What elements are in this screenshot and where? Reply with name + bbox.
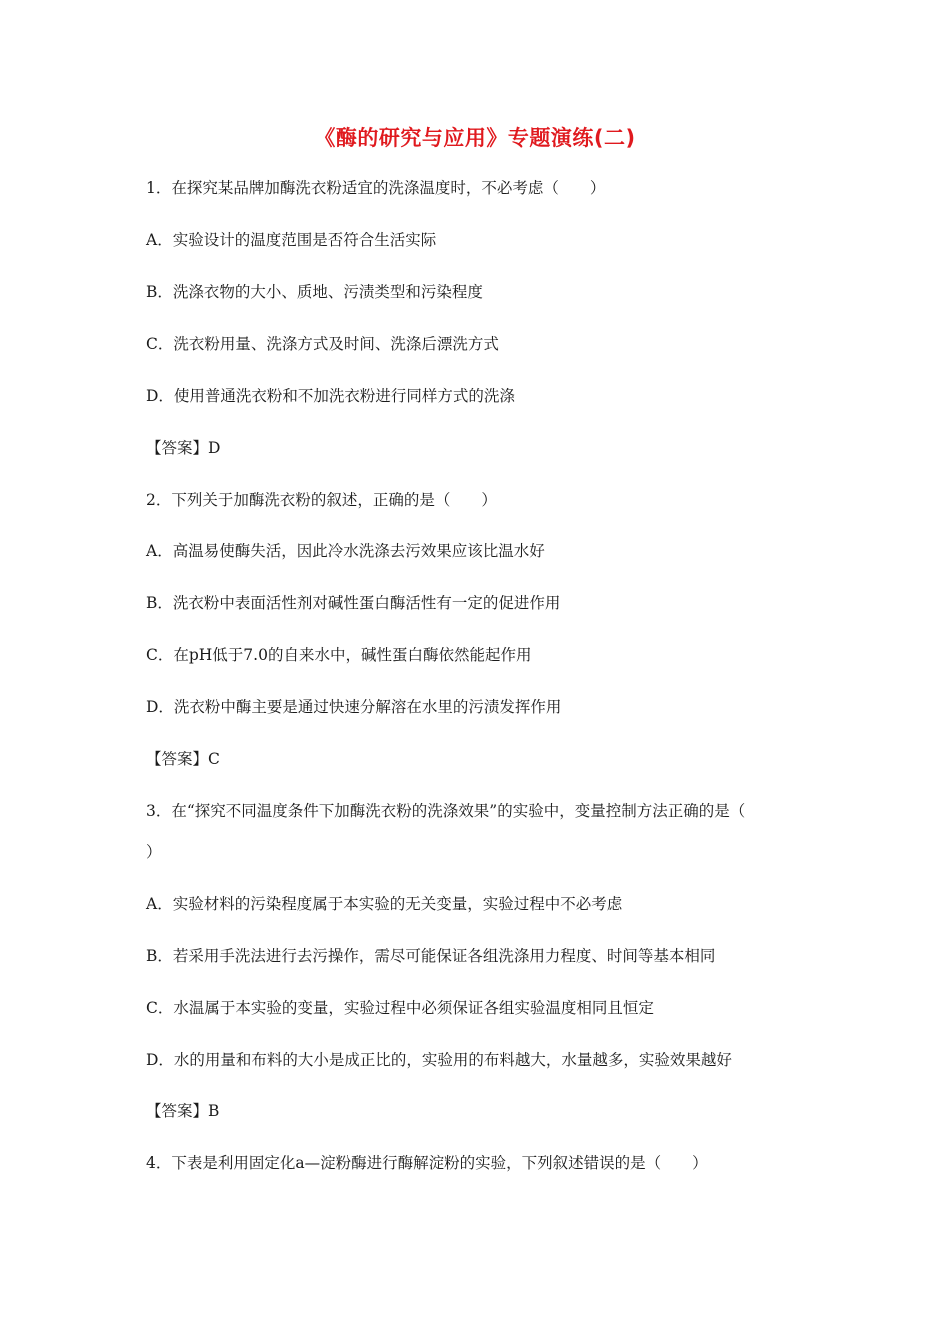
question-2-option-d: D．洗衣粉中酶主要是通过快速分解溶在水里的污渍发挥作用 [146, 698, 562, 716]
question-2-option-b: B．洗衣粉中表面活性剂对碱性蛋白酶活性有一定的促进作用 [146, 594, 561, 612]
question-3-option-b: B．若采用手洗法进行去污操作，需尽可能保证各组洗涤用力程度、时间等基本相同 [146, 947, 716, 965]
question-1-option-b: B．洗涤衣物的大小、质地、污渍类型和污染程度 [146, 283, 483, 301]
question-4-stem: 4．下表是利用固定化a—淀粉酶进行酶解淀粉的实验，下列叙述错误的是（ ） [146, 1154, 708, 1172]
question-1-option-a: A．实验设计的温度范围是否符合生活实际 [146, 231, 437, 249]
question-1-option-d: D．使用普通洗衣粉和不加洗衣粉进行同样方式的洗涤 [146, 387, 515, 405]
question-3-option-a: A．实验材料的污染程度属于本实验的无关变量，实验过程中不必考虑 [146, 895, 623, 913]
question-2-answer: 【答案】C [146, 750, 220, 768]
question-2-option-a: A．高温易使酶失活，因此冷水洗涤去污效果应该比温水好 [146, 542, 545, 560]
question-3-stem: 3．在“探究不同温度条件下加酶洗衣粉的洗涤效果”的实验中，变量控制方法正确的是（ [146, 802, 746, 820]
question-3-answer: 【答案】B [146, 1102, 220, 1120]
page-title: 《酶的研究与应用》专题演练(二) [314, 126, 636, 150]
question-3-stem-continuation: ） [146, 843, 162, 861]
question-3-option-c: C．水温属于本实验的变量，实验过程中必须保证各组实验温度相同且恒定 [146, 999, 654, 1017]
question-1-stem: 1．在探究某品牌加酶洗衣粉适宜的洗涤温度时，不必考虑（ ） [146, 179, 606, 197]
question-2-option-c: C．在pH低于7.0的自来水中，碱性蛋白酶依然能起作用 [146, 646, 532, 664]
question-1-answer: 【答案】D [146, 439, 221, 457]
question-3-option-d: D．水的用量和布料的大小是成正比的，实验用的布料越大，水量越多，实验效果越好 [146, 1051, 732, 1069]
question-2-stem: 2．下列关于加酶洗衣粉的叙述，正确的是（ ） [146, 491, 497, 509]
question-1-option-c: C．洗衣粉用量、洗涤方式及时间、洗涤后漂洗方式 [146, 335, 499, 353]
